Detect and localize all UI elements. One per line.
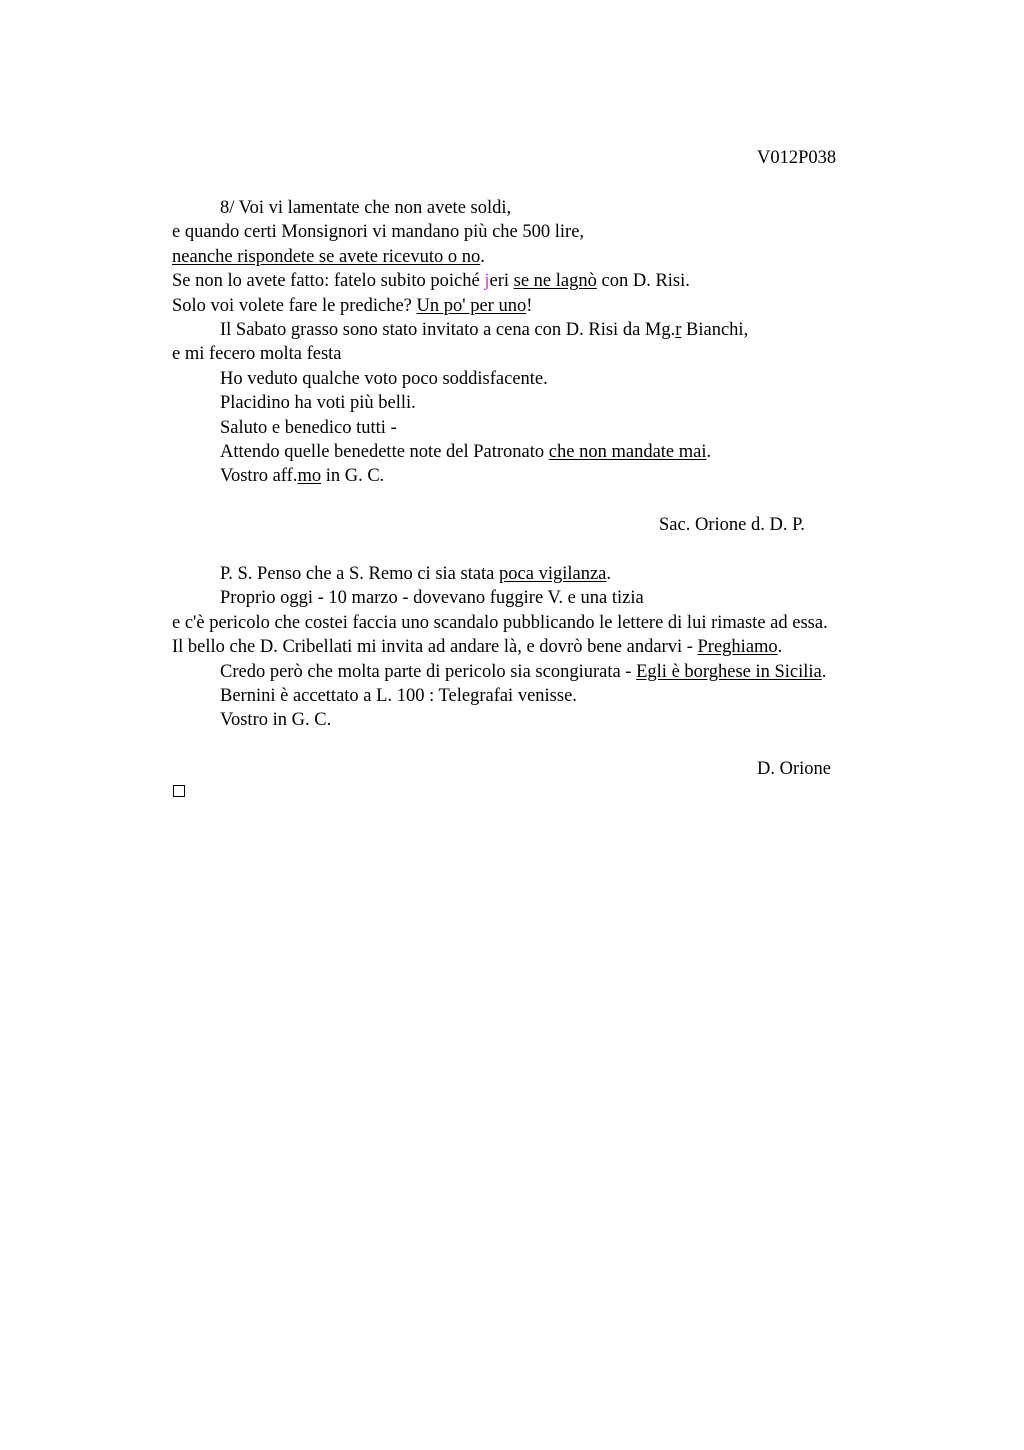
underlined-text: neanche rispondete se avete ricevuto o no [172, 246, 481, 267]
postscript-line [172, 635, 932, 659]
underlined-text: che non mandate mai [548, 441, 707, 462]
text-fragment: . [821, 661, 827, 682]
text-fragment: Solo voi volete fare le prediche? [172, 295, 417, 316]
postscript-line: Proprio oggi - 10 marzo - dovevano fuggire V. e una tizia [220, 588, 644, 609]
text-fragment: Il Sabato grasso sono stato invitato a cena con D. Risi da Mg. [220, 319, 676, 340]
letter-body [172, 196, 932, 489]
underlined-text: Un po' per uno [416, 295, 527, 316]
highlighted-letter: j [484, 271, 490, 292]
underlined-text: se ne lagnò [513, 271, 597, 292]
letter-line [172, 245, 932, 269]
underlined-text: r [675, 319, 682, 340]
postscript [172, 562, 932, 733]
letter-line: Saluto e benedico tutti - [220, 417, 397, 438]
text-fragment: Vostro aff. [220, 466, 298, 487]
postscript-line: Bernini è accettato a L. 100 : Telegrafai venisse. [220, 685, 577, 706]
text-fragment: Se non lo avete fatto: fatelo subito poiché [172, 271, 485, 292]
letter-line: e quando certi Monsignori vi mandano più che 500 lire, [172, 222, 585, 243]
text-fragment: in G. C. [321, 466, 385, 487]
postscript-line: e c'è pericolo che costei faccia uno scandalo pubblicando le lettere di lui rimaste ad essa. [172, 612, 828, 633]
text-fragment: ! [526, 295, 533, 316]
letter-line: e mi fecero molta festa [172, 344, 342, 365]
text-fragment: . [480, 246, 485, 267]
text-fragment: con D. Risi. [596, 271, 690, 292]
end-marker-square [173, 785, 185, 797]
letter-line: Ho veduto qualche voto poco soddisfacente. [220, 368, 548, 389]
text-fragment: eri [489, 271, 514, 292]
letter-line [172, 294, 932, 318]
text-fragment: Credo però che molta parte di pericolo sia scongiurata - [220, 661, 637, 682]
letter-line [172, 318, 932, 342]
text-fragment: Bianchi, [681, 319, 749, 340]
text-fragment: Il bello che D. Cribellati mi invita ad andare là, e dovrò bene andarvi - [172, 637, 698, 658]
postscript-line: Vostro in G. C. [220, 710, 332, 731]
text-fragment: P. S. Penso che a S. Remo ci sia stata [220, 564, 500, 584]
letter-line: Placidino ha voti più belli. [220, 393, 416, 414]
postscript-line [172, 562, 932, 586]
underlined-text: poca vigilanza [499, 564, 607, 584]
text-fragment: . [606, 564, 612, 584]
letter-line [172, 440, 932, 464]
signature: Sac. Orione d. D. P. [659, 515, 805, 535]
underlined-text: Preghiamo [697, 637, 778, 658]
underlined-text: Egli è borghese in Sicilia [636, 661, 822, 682]
letter-line: 8/ Voi vi lamentate che non avete soldi, [220, 198, 512, 218]
letter-line [172, 464, 932, 488]
text-fragment: . [706, 441, 712, 462]
text-fragment: . [777, 637, 783, 658]
text-fragment: Attendo quelle benedette note del Patronato [220, 441, 549, 462]
signature: D. Orione [757, 759, 831, 779]
postscript-line [172, 660, 932, 684]
document-reference: V012P038 [757, 148, 837, 168]
letter-line [172, 269, 932, 293]
underlined-text: mo [297, 466, 322, 487]
